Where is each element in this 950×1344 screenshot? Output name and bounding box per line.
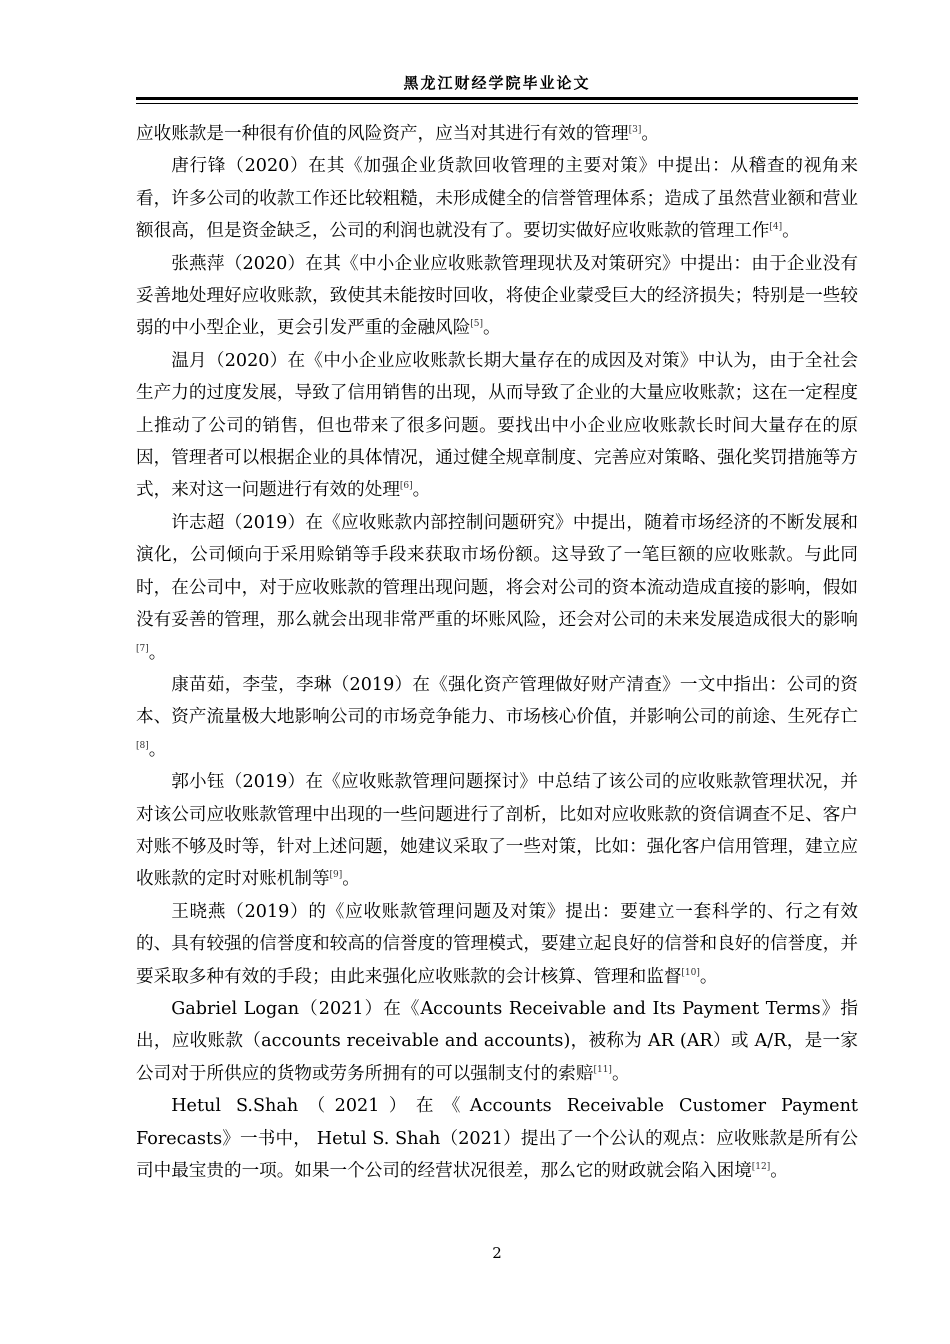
paragraph: 许志超（2019）在《应收账款内部控制问题研究》中提出，随着市场经济的不断发展和演化，公司倾向于采用赊销等手段来获取市场份额。这导致了一笔巨额的应收账款。与此同时，在公司中，对于应收账款的管理出现问题，将会对公司的资本流动造成直接的影响，假如没有妥善的管理，那么就会出现非常严重的坏账风险，还会对公司的未来发展造成很大的影响[7]。 [136,512,858,663]
citation-ref: [10] [681,967,700,978]
citation-ref: [8] [136,740,149,751]
paragraph: 应收账款是一种很有价值的风险资产，应当对其进行有效的管理[3]。 [136,124,659,144]
citation-ref: [6] [399,481,413,492]
paragraph: 张燕萍（2020）在其《中小企业应收账款管理现状及对策研究》中提出：由于企业没有妥善地处理好应收账款，致使其未能按时回收，将使企业蒙受巨大的经济损失；特别是一些较弱的中小型企业，更会引发严重的金融风险[5]。 [136,253,858,339]
page-number: 2 [492,1244,502,1262]
paragraph: 郭小钰（2019）在《应收账款管理问题探讨》中总结了该公司的应收账款管理状况，并对该公司应收账款管理中出现的一些问题进行了剖析，比如对应收账款的资信调查不足、客户对账不够及时等，针对上述问题，她建议采取了一些对策，比如：强化客户信用管理，建立应收账款的定时对账机制等[9]。 [136,772,858,890]
paragraph: 康苗茹，李莹，李琳（2019）在《强化资产管理做好财产清查》一文中指出：公司的资本、资产流量极大地影响公司的市场竞争能力、市场核心价值，并影响公司的前途、生死存亡[8]。 [136,674,858,760]
body-text [136,118,858,1187]
citation-ref: [11] [593,1064,612,1075]
running-header: 黑龙江财经学院毕业论文 [403,74,591,92]
paragraph: 王晓燕（2019）的《应收账款管理问题及对策》提出：要建立一套科学的、行之有效的、具有较强的信誉度和较高的信誉度的管理模式，要建立起良好的信誉和良好的信誉度，并要采取多种有效的手段；由此来强化应收账款的会计核算、管理和监督[10]。 [136,901,858,987]
citation-ref: [9] [329,870,343,881]
citation-ref: [5] [470,319,484,330]
citation-ref: [7] [136,643,149,654]
citation-ref: [4] [769,222,783,233]
citation-ref: [3] [628,125,642,135]
citation-ref: [12] [751,1162,771,1172]
paragraph: Gabriel Logan（2021）在《Accounts Receivable and Its Payment Terms》指出，应收账款（accounts receivable and accounts)，被称为 AR (AR）或 A/R，是一家公司对于所供应的货物或劳务所拥有的可以强制支付的索赔[11]。 [136,998,858,1084]
header-rule-thick [136,97,858,100]
header-rule-thin [136,103,858,104]
paragraph: 温月（2020）在《中小企业应收账款长期大量存在的成因及对策》中认为，由于全社会生产力的过度发展，导致了信用销售的出现，从而导致了企业的大量应收账款；这在一定程度上推动了公司的销售，但也带来了很多问题。要找出中小企业应收账款长时间大量存在的原因，管理者可以根据企业的具体情况，通过健全规章制度、完善应对策略、强化奖罚措施等方式，来对这一问题进行有效的处理[6]。 [136,350,858,501]
paragraph: 唐行锋（2020）在其《加强企业货款回收管理的主要对策》中提出：从稽查的视角来看，许多公司的收款工作还比较粗糙，未形成健全的信誉管理体系；造成了虽然营业额和营业额很高，但是资金缺乏，公司的利润也就没有了。要切实做好应收账款的管理工作[4]。 [136,156,858,242]
paragraph: Hetul S.Shah（2021）在《Accounts Receivable Customer Payment Forecasts》一书中， Hetul S. Shah（2021）提出了一个公认的观点：应收账款是所有公司中最宝贵的一项。如果一个公司的经营状况很差，那么它的财政就会陷入困境[12]。 [136,1096,858,1181]
